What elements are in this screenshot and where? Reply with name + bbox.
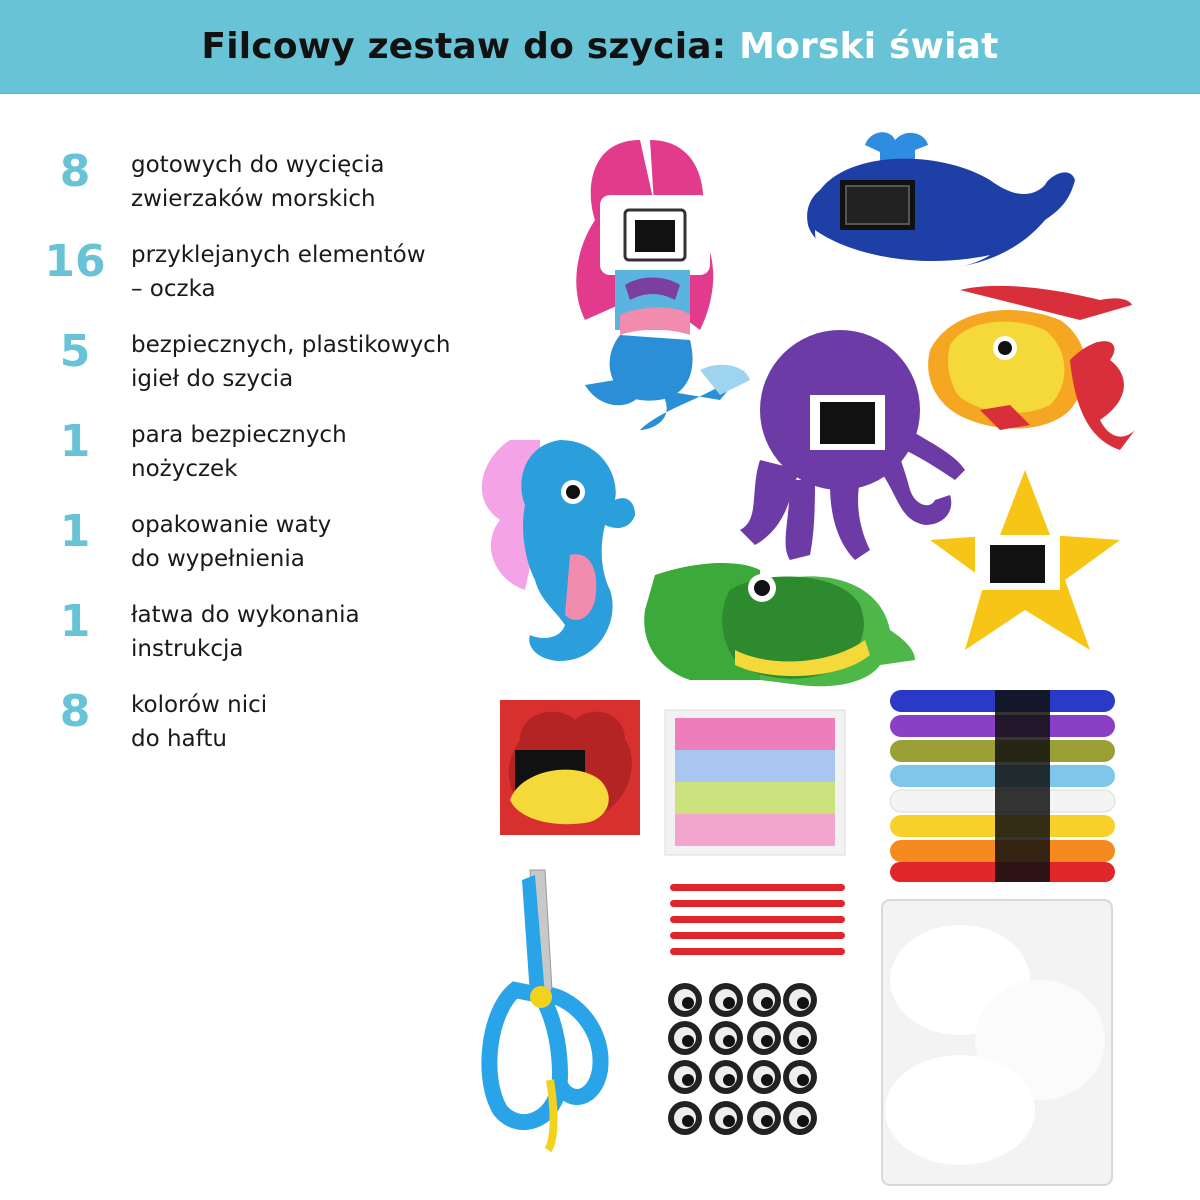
feature-number: 8 [59, 146, 91, 197]
whale-felt-icon [807, 132, 1075, 276]
feature-line: do wypełnienia [131, 546, 305, 572]
feature-number: 8 [59, 686, 91, 737]
safety-scissors-icon [489, 870, 600, 1150]
feature-item [30, 230, 480, 320]
feature-text [131, 598, 476, 666]
feature-item [30, 590, 480, 680]
title-main: Filcowy zestaw do szycia: [201, 26, 727, 67]
feature-number: 16 [44, 236, 106, 287]
product-illustration [470, 110, 1200, 1200]
feature-text [131, 148, 476, 216]
feature-text [131, 508, 476, 576]
feature-list [30, 140, 480, 770]
feature-line: przyklejanych elementów [131, 242, 426, 268]
title-accent: Morski świat [739, 26, 999, 67]
feature-item [30, 140, 480, 230]
feature-text [131, 238, 476, 306]
feature-text [131, 418, 476, 486]
feature-line: opakowanie waty [131, 512, 332, 538]
rhinestone-sheet-icon [665, 710, 845, 855]
feature-line: kolorów nici [131, 692, 268, 718]
feature-line: – oczka [131, 276, 216, 302]
turtle-felt-icon [644, 563, 915, 686]
crab-felt-icon [500, 700, 640, 835]
feature-number: 1 [59, 506, 91, 557]
googly-eyes-icon [668, 983, 817, 1135]
feature-line: nożyczek [131, 456, 238, 482]
feature-item [30, 320, 480, 410]
feature-item [30, 410, 480, 500]
feature-item [30, 680, 480, 770]
feature-number: 5 [59, 326, 91, 377]
starfish-felt-icon [930, 470, 1120, 650]
plastic-needles-icon [670, 884, 845, 955]
feature-text [131, 328, 476, 396]
feature-line: zwierzaków morskich [131, 186, 376, 212]
header-banner [0, 0, 1200, 94]
feature-number: 1 [59, 416, 91, 467]
page-title [201, 26, 998, 67]
feature-line: instrukcja [131, 636, 244, 662]
feature-text [131, 688, 476, 756]
feature-line: do haftu [131, 726, 227, 752]
mermaid-felt-icon [576, 140, 750, 430]
feature-line: para bezpiecznych [131, 422, 347, 448]
feature-item [30, 500, 480, 590]
feature-line: gotowych do wycięcia [131, 152, 385, 178]
feature-number: 1 [59, 596, 91, 647]
stuffing-bag-icon [882, 900, 1112, 1185]
feature-line: bezpiecznych, plastikowych [131, 332, 451, 358]
feature-line: igieł do szycia [131, 366, 294, 392]
embroidery-thread-icon [890, 690, 1115, 882]
seahorse-felt-icon [482, 440, 635, 661]
feature-line: łatwa do wykonania [131, 602, 360, 628]
fish-felt-icon [928, 286, 1135, 450]
